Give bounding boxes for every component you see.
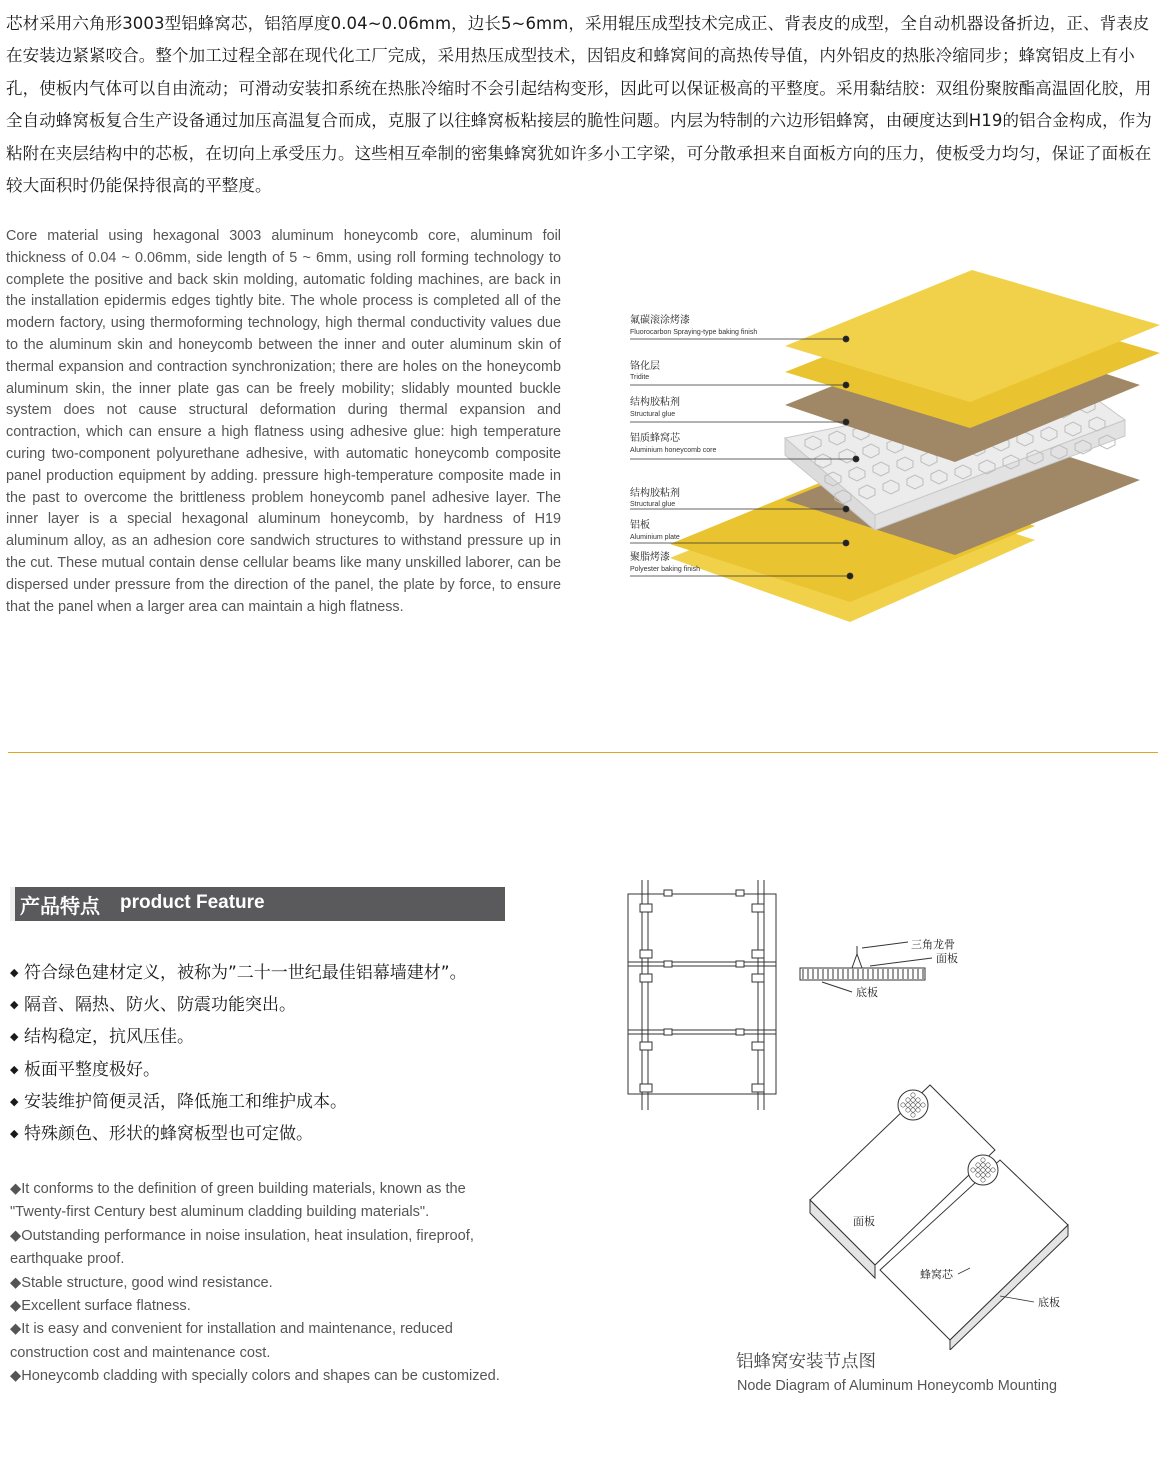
feature-item-en: ◆Outstanding performance in noise insulation, heat insulation, fireproof, earthquake proof. [10, 1227, 474, 1268]
layer-label-honeycomb-en: Aluminium honeycomb core [630, 447, 717, 454]
feature-title-cn: 产品特点 [20, 894, 100, 918]
feature-item-cn: ◆ 结构稳定，抗风压佳。 [10, 1021, 530, 1053]
intro-paragraph-cn: 芯材采用六角形3003型铝蜂窝芯，铝箔厚度0.04~0.06mm，边长5~6mm，采用辊压成型技术完成正、背表皮的成型，全自动机器设备折边，正、背表皮在安装边紧紧咬合。整个加工过程全部在现代化工厂完成，采用热压成型技术，因铝皮和蜂窝间的高热传导值，内外铝皮的热胀冷缩同步；蜂窝铝皮上有小孔，使板内气体可以自由流动；可滑动安装扣系统在热胀冷缩时不会引起结构变形，因此可以保证极高的平整度。采用黏结胶：双组份聚胺酯高温固化胶，用全自动蜂窝板复合生产设备通过加压高温复合而成，克服了以往蜂窝板粘接层的脆性问题。内层为特制的六边形铝蜂窝，由硬度达到H19的铝合金构成，作为粘附在夹层结构中的芯板，在切向上承受压力。这些相互牵制的密集蜂窝犹如许多小工字梁，可分散承担来自面板方向的压力，使板受力均匀，保证了面板在较大面积时仍能保持很高的平整度。 [6, 14, 1152, 196]
label-base-panel: 底板 [856, 986, 878, 999]
layer-label-polyester-cn: 聚脂烤漆 [630, 552, 670, 563]
diamond-bullet-icon: ◆ [10, 1062, 19, 1076]
feature-item-cn: ◆ 隔音、隔热、防火、防震功能突出。 [10, 989, 530, 1021]
layer-label-glue-lower-cn: 结构胶粘剂 [630, 488, 680, 499]
feature-item-cn: ◆ 安装维护简便灵活，降低施工和维护成本。 [10, 1086, 530, 1118]
feature-item-en: ◆It is easy and convenient for installation and maintenance, reduced construction cost and maintenance cost. [10, 1321, 453, 1361]
feature-item-en: ◆Honeycomb cladding with specially colors and shapes can be customized. [10, 1368, 500, 1385]
diagram-title-cn: 铝蜂窝安装节点图 [736, 1352, 876, 1372]
feature-item-cn: ◆ 特殊颜色、形状的蜂窝板型也可定做。 [10, 1118, 530, 1150]
layer-label-polyester-en: Polyester baking finish [630, 566, 701, 573]
panel-elevation [628, 880, 776, 1110]
layer-label-glue-upper-en: Structural glue [630, 411, 676, 418]
layer-label-fluorocarbon-en: Fluorocarbon Spraying-type baking finish [630, 329, 758, 336]
isometric-panels [810, 1085, 1068, 1350]
diamond-bullet-icon: ◆ [10, 998, 19, 1012]
label-panel: 面板 [853, 1215, 875, 1228]
layer-label-aluminium-plate-cn: 铝板 [630, 520, 650, 531]
layer-label-glue-upper-cn: 结构胶粘剂 [630, 397, 680, 408]
feature-item-cn: ◆ 符合绿色建材定义，被称为”二十一世纪最佳铝幕墙建材”。 [10, 957, 530, 989]
feature-header [10, 887, 505, 921]
feature-item-en: ◆Stable structure, good wind resistance. [10, 1274, 273, 1291]
header-accent-bar [10, 887, 15, 921]
layer-label-honeycomb-cn: 铝质蜂窝芯 [630, 433, 680, 444]
label-bottom-panel: 底板 [1038, 1296, 1060, 1309]
layer-label-aluminium-plate-en: Aluminium plate [630, 534, 680, 541]
feature-item-en: ◆It conforms to the definition of green building materials, known as the "Twenty-first Century best aluminum cladding building materials". [10, 1181, 466, 1221]
layer-label-glue-lower-en: Structural glue [630, 501, 676, 508]
label-face-panel: 面板 [936, 952, 958, 965]
diamond-bullet-icon: ◆ [10, 1030, 19, 1044]
diamond-bullet-icon: ◆ [10, 1127, 19, 1141]
intro-paragraph-en: Core material using hexagonal 3003 aluminum honeycomb core, aluminum foil thickness of 0.04 ~ 0.06mm, side length of 5 ~ 6mm, using roll forming technology to complete the positive and back skin molding, automatic folding machines, are back in the installation epidermis edges tightly bite. The whole process is completed all of the modern factory, using thermoforming technology, high thermal conductivity values due to the aluminum skin and honeycomb between the inner and outer aluminum skin of thermal expansion and contraction synchronization; there are holes on the honeycomb aluminum skin, the inner plate gas can be freely mobility; slidably mounted buckle system does not cause structural deformation during thermal expansion and contraction, which can ensure a high flatness using adhesive glue: high temperature curing two-component polyurethane adhesive, with automatic honeycomb composite panel production equipment by adding. pressure high-temperature composite made in the past to overcome the brittleness problem honeycomb panel adhesive layer. The inner layer is a special hexagonal aluminum honeycomb, by hardness of H19 aluminum alloy, as an adhesion core sandwich structures to withstand pressure up in the cut. These mutual contain dense cellular beams like many unskilled laborer, can be dispersed under pressure from the direction of the panel, the plate by force, to ensure that the panel when a larger area can maintain a high flatness. [6, 228, 561, 615]
diamond-bullet-icon: ◆ [10, 966, 19, 979]
layer-label-tridite-en: Tridite [630, 374, 650, 381]
mounting-node-diagram [600, 870, 1120, 1350]
diamond-bullet-icon: ◆ [10, 1094, 19, 1108]
layer-structure-diagram [600, 250, 1167, 650]
feature-title-en: product Feature [120, 892, 265, 913]
feature-list-cn [10, 957, 530, 1150]
feature-item-cn: ◆ 板面平整度极好。 [10, 1054, 530, 1086]
section-divider [8, 752, 1158, 753]
label-keel: 三角龙骨 [911, 938, 955, 951]
feature-item-en: ◆Excellent surface flatness. [10, 1298, 191, 1315]
layer-label-tridite-cn: 铬化层 [630, 361, 660, 372]
feature-list-en [10, 1178, 510, 1389]
diagram-title-en: Node Diagram of Aluminum Honeycomb Mounting [737, 1378, 1057, 1394]
layer-label-fluorocarbon-cn: 氟碳滚涂烤漆 [630, 315, 690, 326]
label-honeycomb-core: 蜂窝芯 [920, 1268, 953, 1281]
